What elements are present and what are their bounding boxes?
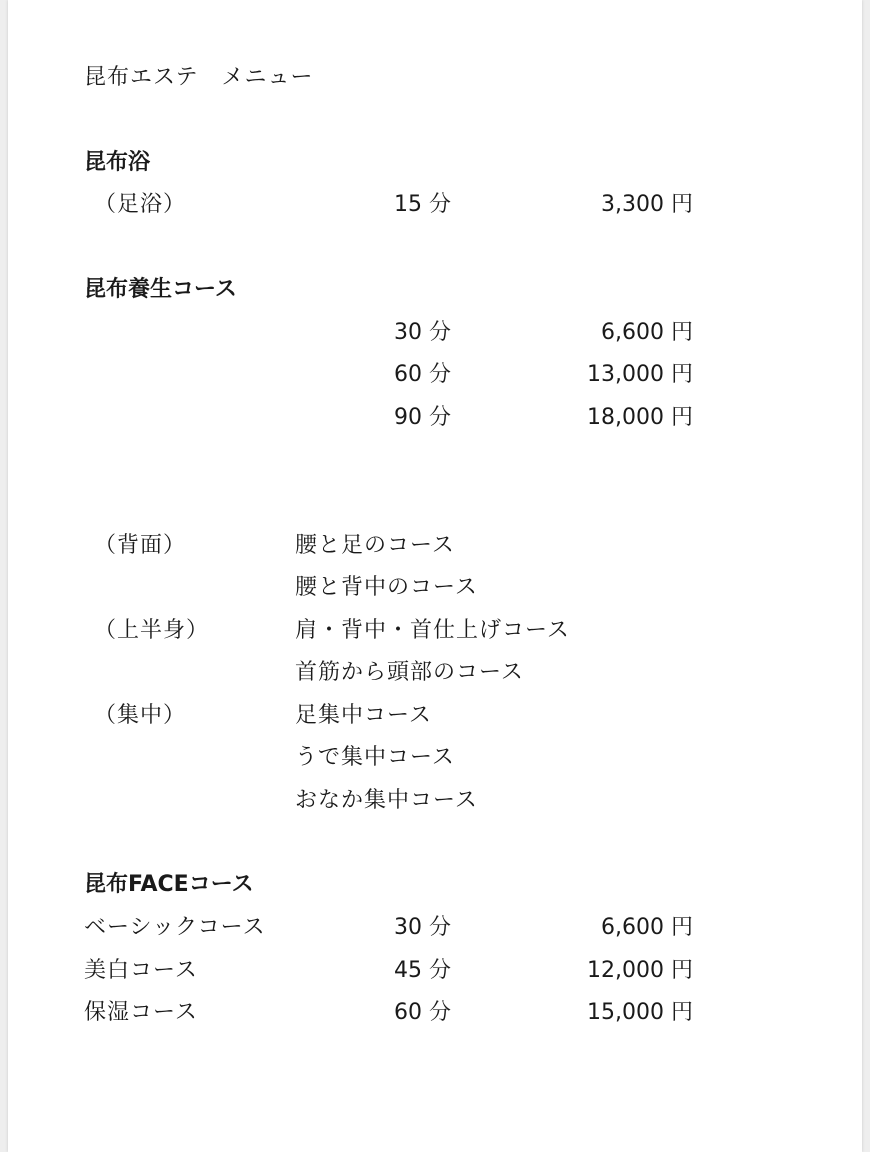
care-duration: 90 分 bbox=[394, 405, 451, 430]
course-group-label: （集中） bbox=[94, 703, 187, 728]
course-item: おなか集中コース bbox=[295, 788, 478, 813]
course-item: 腰と足のコース bbox=[295, 533, 455, 558]
course-item: 足集中コース bbox=[295, 703, 432, 728]
section-title-face: 昆布FACEコース bbox=[84, 872, 254, 897]
face-course-name: 美白コース bbox=[84, 958, 198, 983]
course-item: 肩・背中・首仕上げコース bbox=[295, 618, 570, 643]
face-course-duration: 45 分 bbox=[394, 958, 451, 983]
course-item: 腰と背中のコース bbox=[295, 575, 478, 600]
document-page bbox=[8, 0, 862, 1152]
section-title-care: 昆布養生コース bbox=[84, 277, 237, 302]
course-item: 首筋から頭部のコース bbox=[295, 660, 524, 685]
care-price: 6,600 円 bbox=[601, 320, 693, 345]
face-course-duration: 60 分 bbox=[394, 1000, 451, 1025]
course-group-label: （上半身） bbox=[94, 618, 210, 643]
bath-price: 3,300 円 bbox=[601, 192, 693, 217]
care-duration: 30 分 bbox=[394, 320, 451, 345]
bath-item-label: （足浴） bbox=[94, 192, 187, 217]
document-title: 昆布エステ メニュー bbox=[84, 65, 314, 90]
face-course-price: 12,000 円 bbox=[587, 958, 693, 983]
face-course-price: 6,600 円 bbox=[601, 915, 693, 940]
care-price: 13,000 円 bbox=[587, 362, 693, 387]
face-course-duration: 30 分 bbox=[394, 915, 451, 940]
care-duration: 60 分 bbox=[394, 362, 451, 387]
face-course-name: ベーシックコース bbox=[84, 915, 266, 940]
course-group-label: （背面） bbox=[94, 533, 187, 558]
face-course-name: 保湿コース bbox=[84, 1000, 198, 1025]
face-course-price: 15,000 円 bbox=[587, 1000, 693, 1025]
section-title-bath: 昆布浴 bbox=[84, 150, 151, 175]
course-item: うで集中コース bbox=[295, 745, 455, 770]
care-price: 18,000 円 bbox=[587, 405, 693, 430]
bath-duration: 15 分 bbox=[394, 192, 451, 217]
